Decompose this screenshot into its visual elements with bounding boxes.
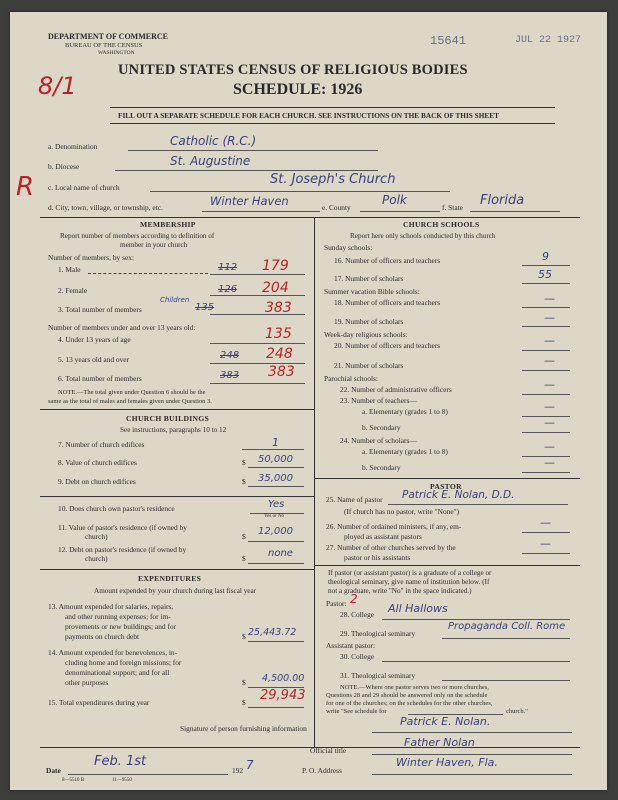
diocese-value: St. Augustine xyxy=(170,154,251,168)
q11-line xyxy=(248,541,304,542)
q1-leader xyxy=(88,273,208,274)
q30-label: 30. College xyxy=(340,652,375,661)
q6-old-value: 383 xyxy=(220,370,240,381)
q24b-value: — xyxy=(544,456,555,469)
pastor-rule xyxy=(314,478,580,479)
q11-label-1: 11. Value of pastor's residence (if owned by xyxy=(58,523,187,532)
q25-line xyxy=(388,504,568,505)
q1-old-value: 112 xyxy=(218,262,238,273)
q28-label: 28. College xyxy=(340,610,375,619)
date-label: Date xyxy=(46,766,61,775)
q2-female-label: 2. Female xyxy=(58,286,88,295)
q12-value: none xyxy=(268,548,293,559)
date-line xyxy=(68,774,228,775)
q23b-line xyxy=(522,432,570,433)
q13-label-2: and other running expenses; for im- xyxy=(65,612,171,621)
q21-label: 21. Number of scholars xyxy=(334,361,404,370)
pastor-mark: 2 xyxy=(350,592,358,606)
q12-dollar: $ xyxy=(242,554,246,563)
q14-label-3: denominational support; and for all xyxy=(65,668,170,677)
q9-dollar: $ xyxy=(242,477,246,486)
general-instruction: FILL OUT A SEPARATE SCHEDULE FOR EACH CHURCH. SEE INSTRUCTIONS ON THE BACK OF THIS SHEET xyxy=(118,111,500,120)
form-title: UNITED STATES CENSUS OF RELIGIOUS BODIES xyxy=(118,62,468,78)
official-title-line xyxy=(372,754,572,755)
q9-value: 35,000 xyxy=(258,473,293,484)
city-label: d. City, town, village, or township, etc. xyxy=(48,203,163,212)
grid-center-divider xyxy=(314,217,315,747)
q7-value: 1 xyxy=(272,436,279,449)
q10-label: 10. Does church own pastor's residence xyxy=(58,504,175,513)
county-line xyxy=(360,211,440,212)
signature-label: Signature of person furnishing information xyxy=(180,724,307,733)
denomination-label: a. Denomination xyxy=(48,142,98,151)
q13-label-4: payments on church debt xyxy=(65,632,140,641)
q29-value: Propaganda Coll. Rome xyxy=(448,621,566,632)
weekday-schools-label: Week-day religious schools: xyxy=(324,330,408,339)
q26-label-2: ployed as assistant pastors xyxy=(344,532,422,541)
buildings-heading: CHURCH BUILDINGS xyxy=(126,414,210,423)
po-address-label: P. O. Address xyxy=(302,766,342,775)
q14-label-2: cluding home and foreign missions; for xyxy=(65,658,182,667)
under-over-label: Number of members under and over 13 years old: xyxy=(48,323,196,332)
form-code: 8—5510 B xyxy=(62,778,85,783)
q27-label-2: pastor or his assistants xyxy=(344,553,411,562)
schedule-title: SCHEDULE: 1926 xyxy=(233,81,363,98)
pastor-note-3: for one of the churches; on the schedules for the other churches, xyxy=(326,700,493,707)
official-title-label: Official title xyxy=(310,746,347,755)
q17-value: 55 xyxy=(538,268,552,281)
state-line xyxy=(470,211,560,212)
signature-value: Patrick E. Nolan. xyxy=(400,715,491,728)
q11-label-2: church) xyxy=(85,532,108,541)
buildings-rule xyxy=(40,409,314,410)
q2-old-value: 126 xyxy=(218,284,238,295)
margin-mark-top: 8/1 xyxy=(38,72,77,100)
signature-line xyxy=(372,732,572,733)
q14-label-4: other purposes xyxy=(65,678,109,687)
year-digit: 7 xyxy=(246,758,254,772)
q6-total-label: 6. Total number of members xyxy=(58,374,142,383)
q17-line xyxy=(522,283,570,284)
q18-value: — xyxy=(544,292,555,305)
q5-old-value: 248 xyxy=(220,350,240,361)
buildings-intro: See instructions, paragraphs 10 to 12 xyxy=(120,426,227,434)
q23b-label: b. Secondary xyxy=(362,423,401,432)
q2-line xyxy=(210,295,305,296)
summer-schools-label: Summer vacation Bible schools: xyxy=(324,287,420,296)
schools-heading: CHURCH SCHOOLS xyxy=(403,220,480,229)
q18-label: 18. Number of officers and teachers xyxy=(334,298,441,307)
denomination-line xyxy=(128,150,378,151)
q5-new-value: 248 xyxy=(266,346,293,362)
q15-label: 15. Total expenditures during year xyxy=(48,698,150,707)
q14-dollar: $ xyxy=(242,678,246,687)
q22-label: 22. Number of administrative officers xyxy=(340,385,452,394)
rule-top-2 xyxy=(110,123,555,124)
q1-new-value: 179 xyxy=(262,258,289,274)
schools-intro: Report here only schools conducted by this church xyxy=(350,232,496,240)
year-prefix: 192 xyxy=(232,766,244,775)
membership-intro-1: Report number of members according to definition of xyxy=(60,232,215,240)
q12-label-1: 12. Debt on pastor's residence (if owned by xyxy=(58,545,187,554)
q22-value: — xyxy=(544,378,555,391)
q13-label-3: provements or new buildings; and for xyxy=(65,622,177,631)
q23a-value: — xyxy=(544,400,555,413)
q31-label: 31. Theological seminary xyxy=(340,671,416,680)
q27-value: — xyxy=(540,537,551,550)
q3-old-value: 135 xyxy=(195,302,215,313)
q15-dollar: $ xyxy=(242,698,246,707)
parochial-schools-label: Parochial schools: xyxy=(324,374,378,383)
bureau-name: BUREAU OF THE CENSUS xyxy=(65,42,143,49)
graduate-instruction-1: If pastor (or assistant pastor) is a graduate of a college or xyxy=(328,569,492,577)
q21-line xyxy=(522,370,570,371)
pastor-heading: PASTOR xyxy=(430,482,462,491)
q2-new-value: 204 xyxy=(262,280,289,296)
q23b-value: — xyxy=(544,416,555,429)
sunday-schools-label: Sunday schools: xyxy=(324,243,373,252)
q4-line xyxy=(210,343,305,344)
state-label: f. State xyxy=(442,203,463,212)
church-name-line xyxy=(150,191,450,192)
q29-label: 29. Theological seminary xyxy=(340,629,416,638)
q12-line xyxy=(248,563,304,564)
diocese-line xyxy=(115,170,378,171)
q8-dollar: $ xyxy=(242,458,246,467)
q15-line xyxy=(248,707,304,708)
q24b-line xyxy=(522,472,570,473)
q18-line xyxy=(522,307,570,308)
q20-line xyxy=(522,350,570,351)
q26-label-1: 26. Number of ordained ministers, if any, em- xyxy=(326,522,462,531)
q9-label: 9. Debt on church edifices xyxy=(58,477,136,486)
official-title-value: Father Nolan xyxy=(404,736,475,749)
pastor-note-1: NOTE.—Where one pastor serves two or more churches, xyxy=(340,684,489,691)
q20-label: 20. Number of officers and teachers xyxy=(334,341,441,350)
q16-line xyxy=(522,265,570,266)
q26-line xyxy=(522,532,570,533)
q19-label: 19. Number of scholars xyxy=(334,317,404,326)
county-label: e. County xyxy=(322,203,351,212)
q31-line xyxy=(442,680,570,681)
expenditures-intro: Amount expended by your church during last fiscal year xyxy=(94,587,257,595)
q13-value: 25,443.72 xyxy=(248,627,297,638)
q19-value: — xyxy=(544,311,555,324)
q24a-value: — xyxy=(544,440,555,453)
q13-dollar: $ xyxy=(242,632,246,641)
members-by-sex-label: Number of members, by sex: xyxy=(48,253,134,262)
diocese-label: b. Diocese xyxy=(48,162,80,171)
grid-top-line xyxy=(40,217,580,218)
state-value: Florida xyxy=(480,193,525,208)
q27-label-1: 27. Number of other churches served by the xyxy=(326,543,456,552)
q6-line xyxy=(210,383,305,384)
graduate-instruction-3: not a graduate, write "No" in the space indicated.) xyxy=(328,587,472,595)
q4-under13-label: 4. Under 13 years of age xyxy=(58,335,131,344)
city-name: WASHINGTON xyxy=(98,50,135,56)
q3-note: Children xyxy=(160,296,190,304)
q9-line xyxy=(248,486,304,487)
q3-total-label: 3. Total number of members xyxy=(58,305,142,314)
q1-line xyxy=(210,274,305,275)
city-line xyxy=(202,211,320,212)
q24-label: 24. Number of scholars— xyxy=(340,436,417,445)
received-stamp-number: 15641 xyxy=(430,34,467,48)
date-value: Feb. 1st xyxy=(94,754,147,769)
pastor-note-2: Questions 28 and 29 should be answered only on the schedule xyxy=(326,692,488,699)
q12-label-2: church) xyxy=(85,554,108,563)
graduate-instruction-2: theological seminary, give name of institution below. (If xyxy=(328,578,490,586)
q10-value: Yes xyxy=(268,499,285,510)
q26-value: — xyxy=(540,516,551,529)
census-schedule-sheet xyxy=(10,12,607,790)
q5-over13-label: 5. 13 years old and over xyxy=(58,355,130,364)
pastor-subheading: Pastor: xyxy=(326,599,347,608)
q8-line xyxy=(248,467,304,468)
q21-value: — xyxy=(544,354,555,367)
q15-value: 29,943 xyxy=(260,688,306,703)
form-code-2: 11—9550 xyxy=(112,778,132,783)
q25-hint: (If church has no pastor, write "None") xyxy=(344,507,460,516)
expenditures-rule xyxy=(40,569,314,570)
membership-intro-2: member in your church xyxy=(120,241,188,249)
q28-value: All Hallows xyxy=(388,602,448,615)
assistant-subheading: Assistant pastor: xyxy=(326,641,376,650)
q20-value: — xyxy=(544,334,555,347)
q29-line xyxy=(442,638,570,639)
membership-heading: MEMBERSHIP xyxy=(140,220,196,229)
q25-value: Patrick E. Nolan, D.D. xyxy=(402,489,515,501)
county-value: Polk xyxy=(382,193,407,207)
q16-label: 16. Number of officers and teachers xyxy=(334,256,441,265)
buildings-mid-rule xyxy=(40,496,314,497)
q14-value: 4,500.00 xyxy=(262,673,305,684)
q25-label: 25. Name of pastor xyxy=(326,495,383,504)
q27-line xyxy=(522,553,570,554)
pastor-mid-rule xyxy=(314,565,580,566)
q28-line xyxy=(382,619,570,620)
q17-label: 17. Number of scholars xyxy=(334,274,404,283)
expenditures-heading: EXPENDITURES xyxy=(138,574,202,583)
denomination-value: Catholic (R.C.) xyxy=(170,134,257,148)
q8-label: 8. Value of church edifices xyxy=(58,458,137,467)
department-name: DEPARTMENT OF COMMERCE xyxy=(48,32,169,41)
q19-line xyxy=(522,326,570,327)
church-name-value: St. Joseph's Church xyxy=(270,172,396,187)
membership-note-2: same as the total of males and females given under Question 3. xyxy=(48,398,212,405)
po-address-value: Winter Haven, Fla. xyxy=(396,756,498,769)
received-stamp-date: JUL 22 1927 xyxy=(515,35,582,46)
q7-line xyxy=(242,449,304,450)
margin-mark-r: R xyxy=(16,172,35,202)
q23-label: 23. Number of teachers— xyxy=(340,396,417,405)
city-value: Winter Haven xyxy=(210,194,289,208)
q3-new-value: 383 xyxy=(265,300,292,316)
q24a-label: a. Elementary (grades 1 to 8) xyxy=(362,447,448,456)
q16-value: 9 xyxy=(542,250,549,263)
membership-note-1: NOTE.—The total given under Question 6 should be the xyxy=(58,389,206,396)
q11-value: 12,000 xyxy=(258,526,293,537)
q6-new-value: 383 xyxy=(268,364,295,380)
q7-label: 7. Number of church edifices xyxy=(58,440,145,449)
q10-hint: Yes or No xyxy=(264,514,285,519)
pastor-note-5: church." xyxy=(506,708,528,715)
q11-dollar: $ xyxy=(242,532,246,541)
q1-male-label: 1. Male xyxy=(58,265,81,274)
rule-top xyxy=(110,107,555,108)
q24b-label: b. Secondary xyxy=(362,463,401,472)
po-address-line xyxy=(372,774,572,775)
q30-line xyxy=(382,661,570,662)
pastor-note-4: write "See schedule for xyxy=(326,708,387,715)
q8-value: 50,000 xyxy=(258,454,293,465)
q4-new-value: 135 xyxy=(265,326,292,342)
q14-label-1: 14. Amount expended for benevolences, in- xyxy=(48,648,178,657)
q13-label-1: 13. Amount expended for salaries, repairs, xyxy=(48,602,174,611)
church-name-label: c. Local name of church xyxy=(48,183,120,192)
q13-line xyxy=(248,641,304,642)
q22-line xyxy=(522,394,570,395)
q23a-label: a. Elementary (grades 1 to 8) xyxy=(362,407,448,416)
